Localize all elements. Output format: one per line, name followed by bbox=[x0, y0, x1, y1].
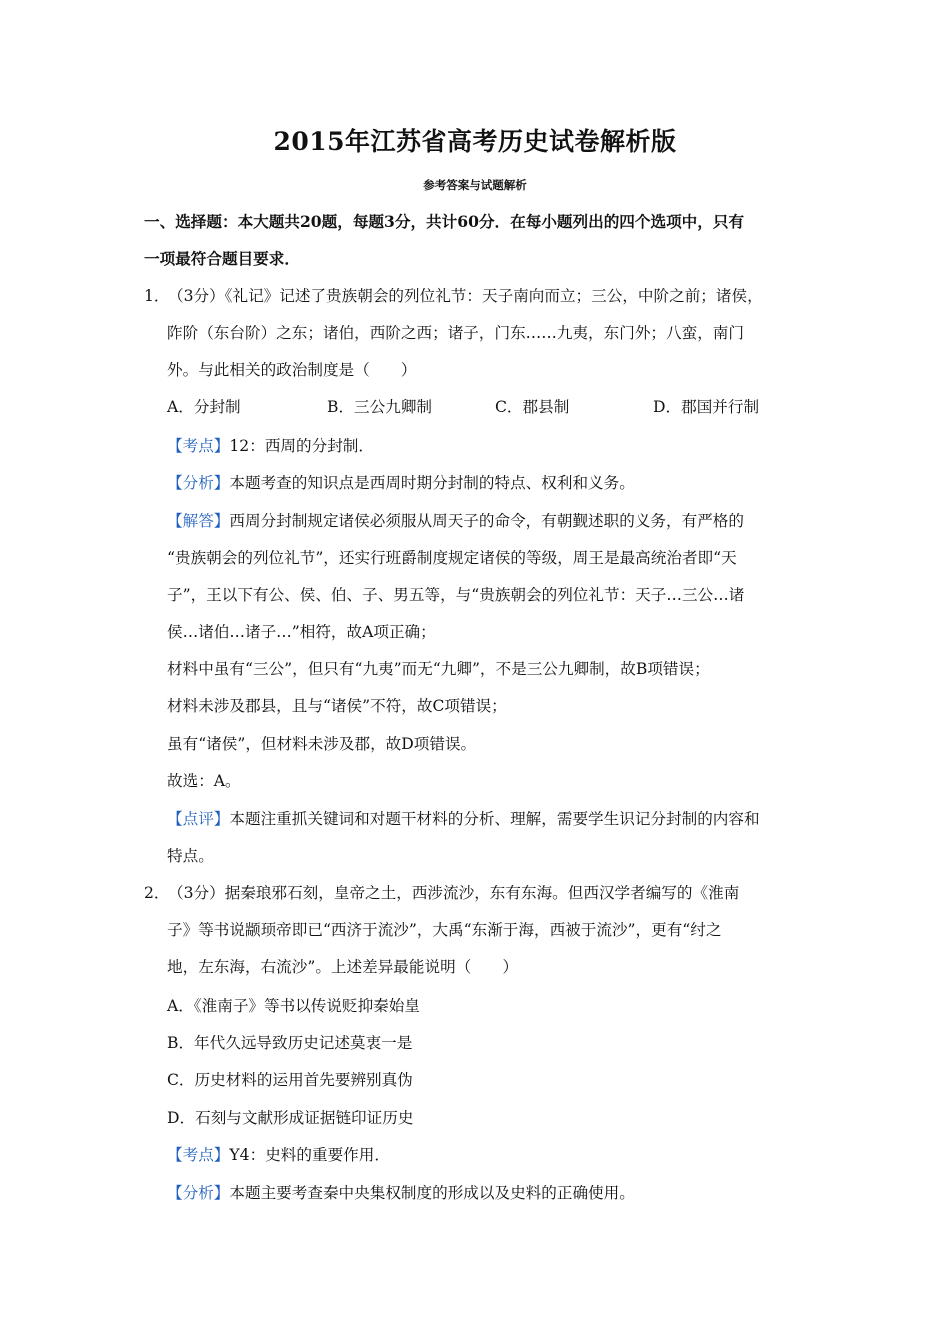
question-1-jieda-line-5: 材料中虽有“三公”，但只有“九夷”而无“九卿”，不是三公九卿制，故B项错误； bbox=[167, 660, 710, 678]
question-2-option-d: D．石刻与文献形成证据链印证历史 bbox=[167, 1109, 414, 1127]
section-heading-line-2: 一项最符合题目要求． bbox=[144, 249, 300, 268]
question-1-option-c: C．郡县制 bbox=[495, 398, 570, 416]
kaodian-tag: 【考点】 bbox=[167, 437, 230, 455]
question-1-jieda-line-3: 子”，王以下有公、侯、伯、子、男五等，与“贵族朝会的列位礼节：天子…三公…诸 bbox=[167, 586, 745, 604]
jieda-tag: 【解答】 bbox=[167, 512, 230, 530]
question-2-number: 2． bbox=[144, 884, 170, 902]
fenxi-tag: 【分析】 bbox=[167, 474, 230, 492]
question-1-stem-line-2: 阼阶（东台阶）之东；诸伯，西阶之西；诸子，门东……九夷，东门外；八蛮，南门 bbox=[167, 324, 744, 342]
question-2-kaodian: 【考点】Y4：史料的重要作用． bbox=[167, 1146, 390, 1164]
question-2-option-c: C．历史材料的运用首先要辨别真伪 bbox=[167, 1071, 413, 1089]
kaodian-tag: 【考点】 bbox=[167, 1146, 230, 1164]
question-2-fenxi: 【分析】本题主要考查秦中央集权制度的形成以及史料的正确使用。 bbox=[167, 1184, 635, 1202]
question-2-stem-line-3: 地，左东海，右流沙”。上述差异最能说明（ ） bbox=[167, 958, 519, 976]
page-title: 2015年江苏省高考历史试卷解析版 bbox=[273, 127, 677, 156]
question-2-stem-line-2: 子》等书说颛顼帝即已“西济于流沙”，大禹“东渐于海，西被于流沙”，更有“纣之 bbox=[167, 921, 722, 939]
question-1-jieda-line-4: 侯…诸伯…诸子…”相符，故A项正确； bbox=[167, 623, 436, 641]
fenxi-tag: 【分析】 bbox=[167, 1184, 230, 1202]
question-2-option-b: B．年代久远导致历史记述莫衷一是 bbox=[167, 1034, 413, 1052]
question-2-stem-line-1: 2．（3分）据秦琅邪石刻，皇帝之土，西涉流沙，东有东海。但西汉学者编写的《淮南 bbox=[144, 884, 740, 902]
question-1-option-b: B．三公九卿制 bbox=[327, 398, 433, 416]
question-1-number: 1． bbox=[144, 287, 170, 305]
question-1-kaodian: 【考点】12：西周的分封制． bbox=[167, 437, 374, 455]
question-1-fenxi: 【分析】本题考查的知识点是西周时期分封制的特点、权利和义务。 bbox=[167, 474, 635, 492]
question-1-jieda-line-7: 虽有“诸侯”，但材料未涉及郡，故D项错误。 bbox=[167, 735, 477, 753]
question-1-stem-line-3: 外。与此相关的政治制度是（ ） bbox=[167, 361, 417, 379]
question-1-jieda-line-1: 【解答】西周分封制规定诸侯必须服从周天子的命令，有朝觐述职的义务，有严格的 bbox=[167, 512, 744, 530]
question-1-jieda-line-2: “贵族朝会的列位礼节”，还实行班爵制度规定诸侯的等级，周王是最高统治者即“天 bbox=[167, 549, 737, 567]
question-1-stem-line-1: 1．（3分）《礼记》记述了贵族朝会的列位礼节：天子南向而立；三公，中阶之前；诸侯， bbox=[144, 287, 763, 305]
dianping-tag: 【点评】 bbox=[167, 810, 230, 828]
question-1-option-d: D．郡国并行制 bbox=[653, 398, 760, 416]
page-subtitle: 参考答案与试题解析 bbox=[423, 178, 527, 192]
question-1-dianping-line-2: 特点。 bbox=[167, 847, 214, 865]
question-2-option-a: A．《淮南子》等书以传说贬抑秦始皇 bbox=[167, 997, 420, 1015]
question-1-answer: 故选：A。 bbox=[167, 772, 241, 790]
question-1-option-a: A．分封制 bbox=[167, 398, 241, 416]
section-heading-line-1: 一、选择题：本大题共20题，每题3分，共计60分．在每小题列出的四个选项中，只有 bbox=[144, 212, 745, 231]
question-1-jieda-line-6: 材料未涉及郡县，且与“诸侯”不符，故C项错误； bbox=[167, 697, 507, 715]
question-1-dianping-line-1: 【点评】本题注重抓关键词和对题干材料的分析、理解，需要学生识记分封制的内容和 bbox=[167, 810, 760, 828]
